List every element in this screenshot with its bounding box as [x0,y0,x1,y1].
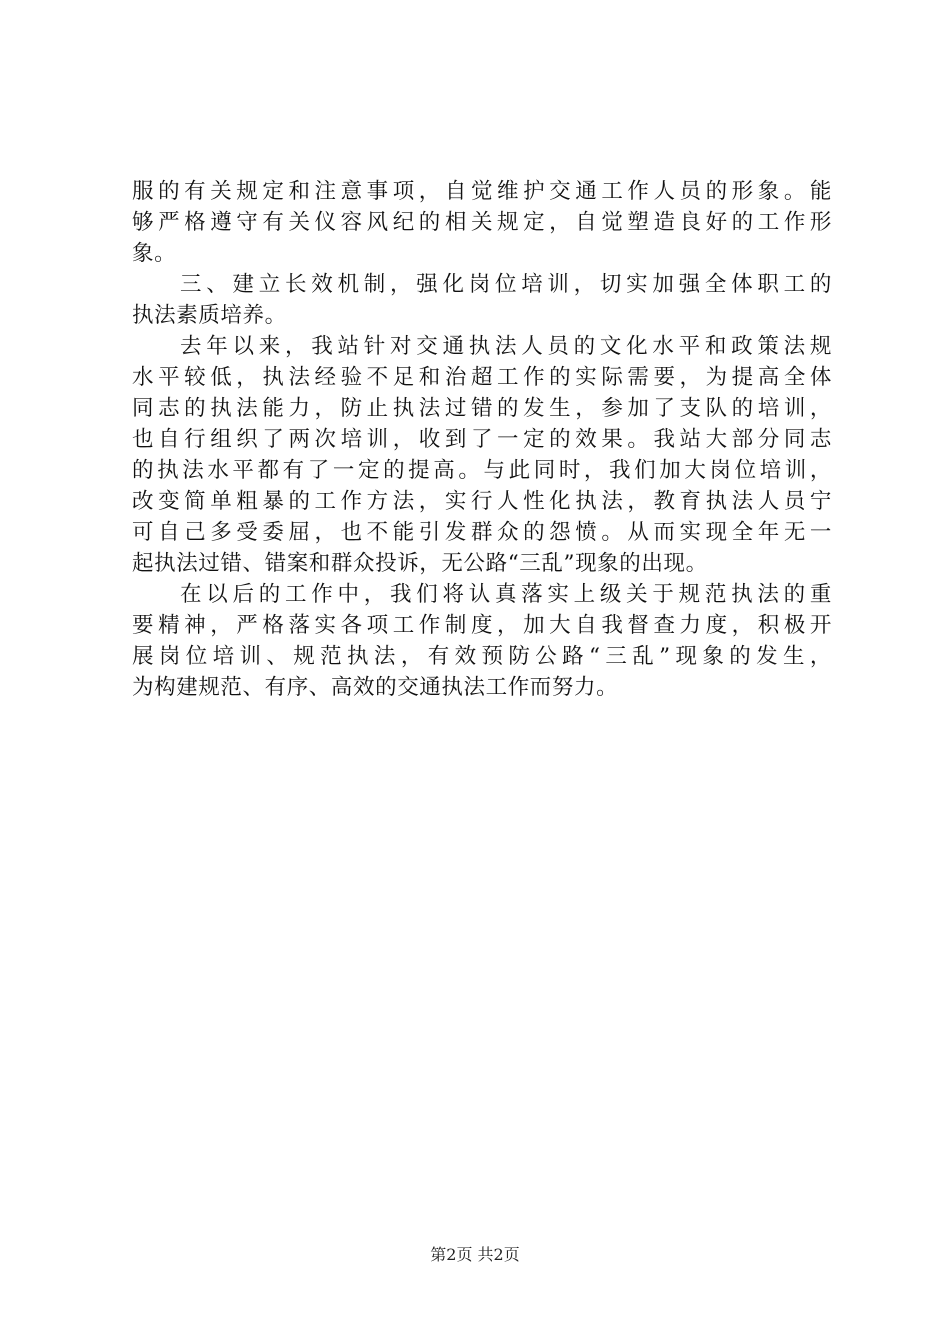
text-line: 要精神，严格落实各项工作制度，加大自我督查力度，积极开 [132,613,832,638]
text-line: 起执法过错、错案和群众投诉，无公路“三乱”现象的出现。 [132,551,708,576]
text-line: 为构建规范、有序、高效的交通执法工作而努力。 [132,675,619,700]
text-line: 改变简单粗暴的工作方法，实行人性化执法，教育执法人员宁 [132,489,832,514]
text-line: 可自己多受委屈，也不能引发群众的怨愤。从而实现全年无一 [132,520,832,545]
section-heading-line: 执法素质培养。 [132,303,287,328]
text-line: 也自行组织了两次培训，收到了一定的效果。我站大部分同志 [132,427,832,452]
text-line: 的执法水平都有了一定的提高。与此同时，我们加大岗位培训， [132,458,832,483]
text-line: 在以后的工作中，我们将认真落实上级关于规范执法的重 [180,582,832,607]
text-line: 象。 [132,241,177,266]
section-heading-line: 三、建立长效机制，强化岗位培训，切实加强全体职工的 [180,272,832,297]
text-line: 够严格遵守有关仪容风纪的相关规定，自觉塑造良好的工作形 [132,210,832,235]
text-line: 水平较低，执法经验不足和治超工作的实际需要，为提高全体 [132,365,832,390]
page-number-footer: 第2页 共2页 [430,1245,520,1264]
text-line: 服的有关规定和注意事项，自觉维护交通工作人员的形象。能 [132,179,832,204]
text-line: 去年以来，我站针对交通执法人员的文化水平和政策法规 [180,334,832,359]
text-line: 展岗位培训、规范执法，有效预防公路“三乱”现象的发生， [132,644,832,669]
document-body [132,176,832,703]
text-line: 同志的执法能力，防止执法过错的发生，参加了支队的培训， [132,396,832,421]
